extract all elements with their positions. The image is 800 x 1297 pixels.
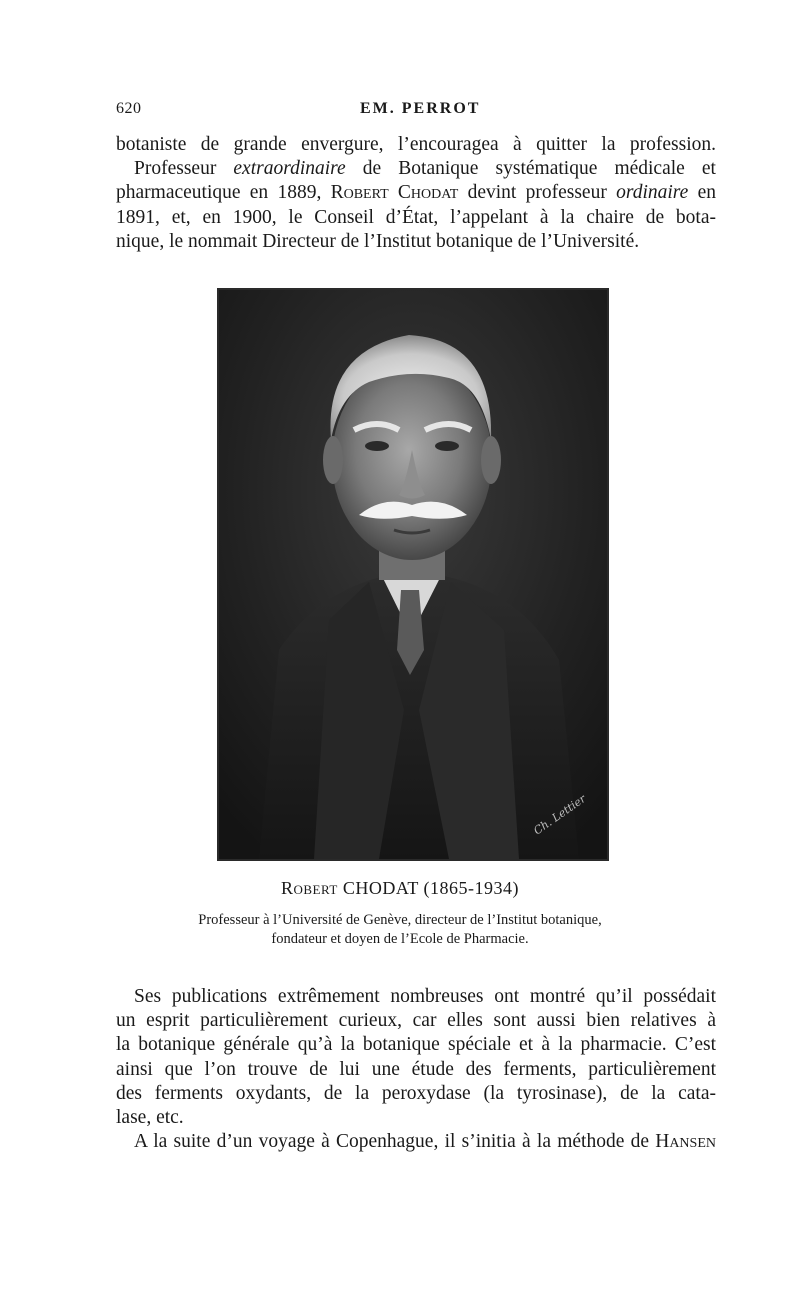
text-line: pharmaceutique en 1889, Robert Chodat devint professeur ordinaire en [116, 182, 716, 204]
emphasis-ordinaire: ordinaire [616, 182, 689, 204]
emphasis-extraordinaire: extraordinaire [233, 158, 346, 180]
text-line: lase, etc. [116, 1107, 184, 1129]
figure-caption-title [0, 878, 800, 899]
portrait-image [219, 290, 607, 859]
text-line: ainsi que l’on trouve de lui une étude des ferments, particulièrement [116, 1058, 716, 1080]
text-line: la botanique générale qu’à la botanique spéciale et à la pharmacie. C’est [116, 1034, 716, 1056]
figure-caption-line: Professeur à l’Université de Genève, directeur de l’Institut botanique, [198, 912, 602, 928]
person-name-hansen: Hansen [655, 1131, 716, 1153]
portrait-photograph [217, 288, 609, 861]
top-paragraph [116, 133, 716, 254]
caption-dates: (1865-1934) [423, 878, 519, 898]
text-line: A la suite d’un voyage à Copenhague, il s’initia à la méthode de Hansen [134, 1131, 716, 1153]
bottom-paragraph [116, 985, 716, 1154]
text-line: des ferments oxydants, de la peroxydase (la tyrosinase), de la cata- [116, 1082, 716, 1104]
text-line: un esprit particulièrement curieux, car elles sont aussi bien relatives à [116, 1010, 716, 1032]
page-number: 620 [116, 100, 142, 117]
figure-caption-line: fondateur et doyen de l’Ecole de Pharmacie. [271, 931, 529, 947]
caption-first-name: Robert [280, 878, 338, 898]
running-head: EM. PERROT [360, 100, 481, 117]
person-name-robert-chodat: Robert Chodat [330, 182, 459, 204]
text-line: Ses publications extrêmement nombreuses ont montré qu’il possédait [134, 986, 716, 1007]
caption-surname: CHODAT [342, 878, 419, 898]
text-line: 1891, et, en 1900, le Conseil d’État, l’appelant à la chaire de bota- [116, 206, 716, 228]
text-line: nique, le nommait Directeur de l’Institut botanique de l’Université. [116, 230, 640, 252]
text-line: Professeur extraordinaire de Botanique systématique médicale et [134, 158, 716, 180]
text-line: botaniste de grande envergure, l’encouragea à quitter la profession. [116, 134, 716, 155]
photographer-signature: Ch. Lettier [531, 792, 589, 838]
